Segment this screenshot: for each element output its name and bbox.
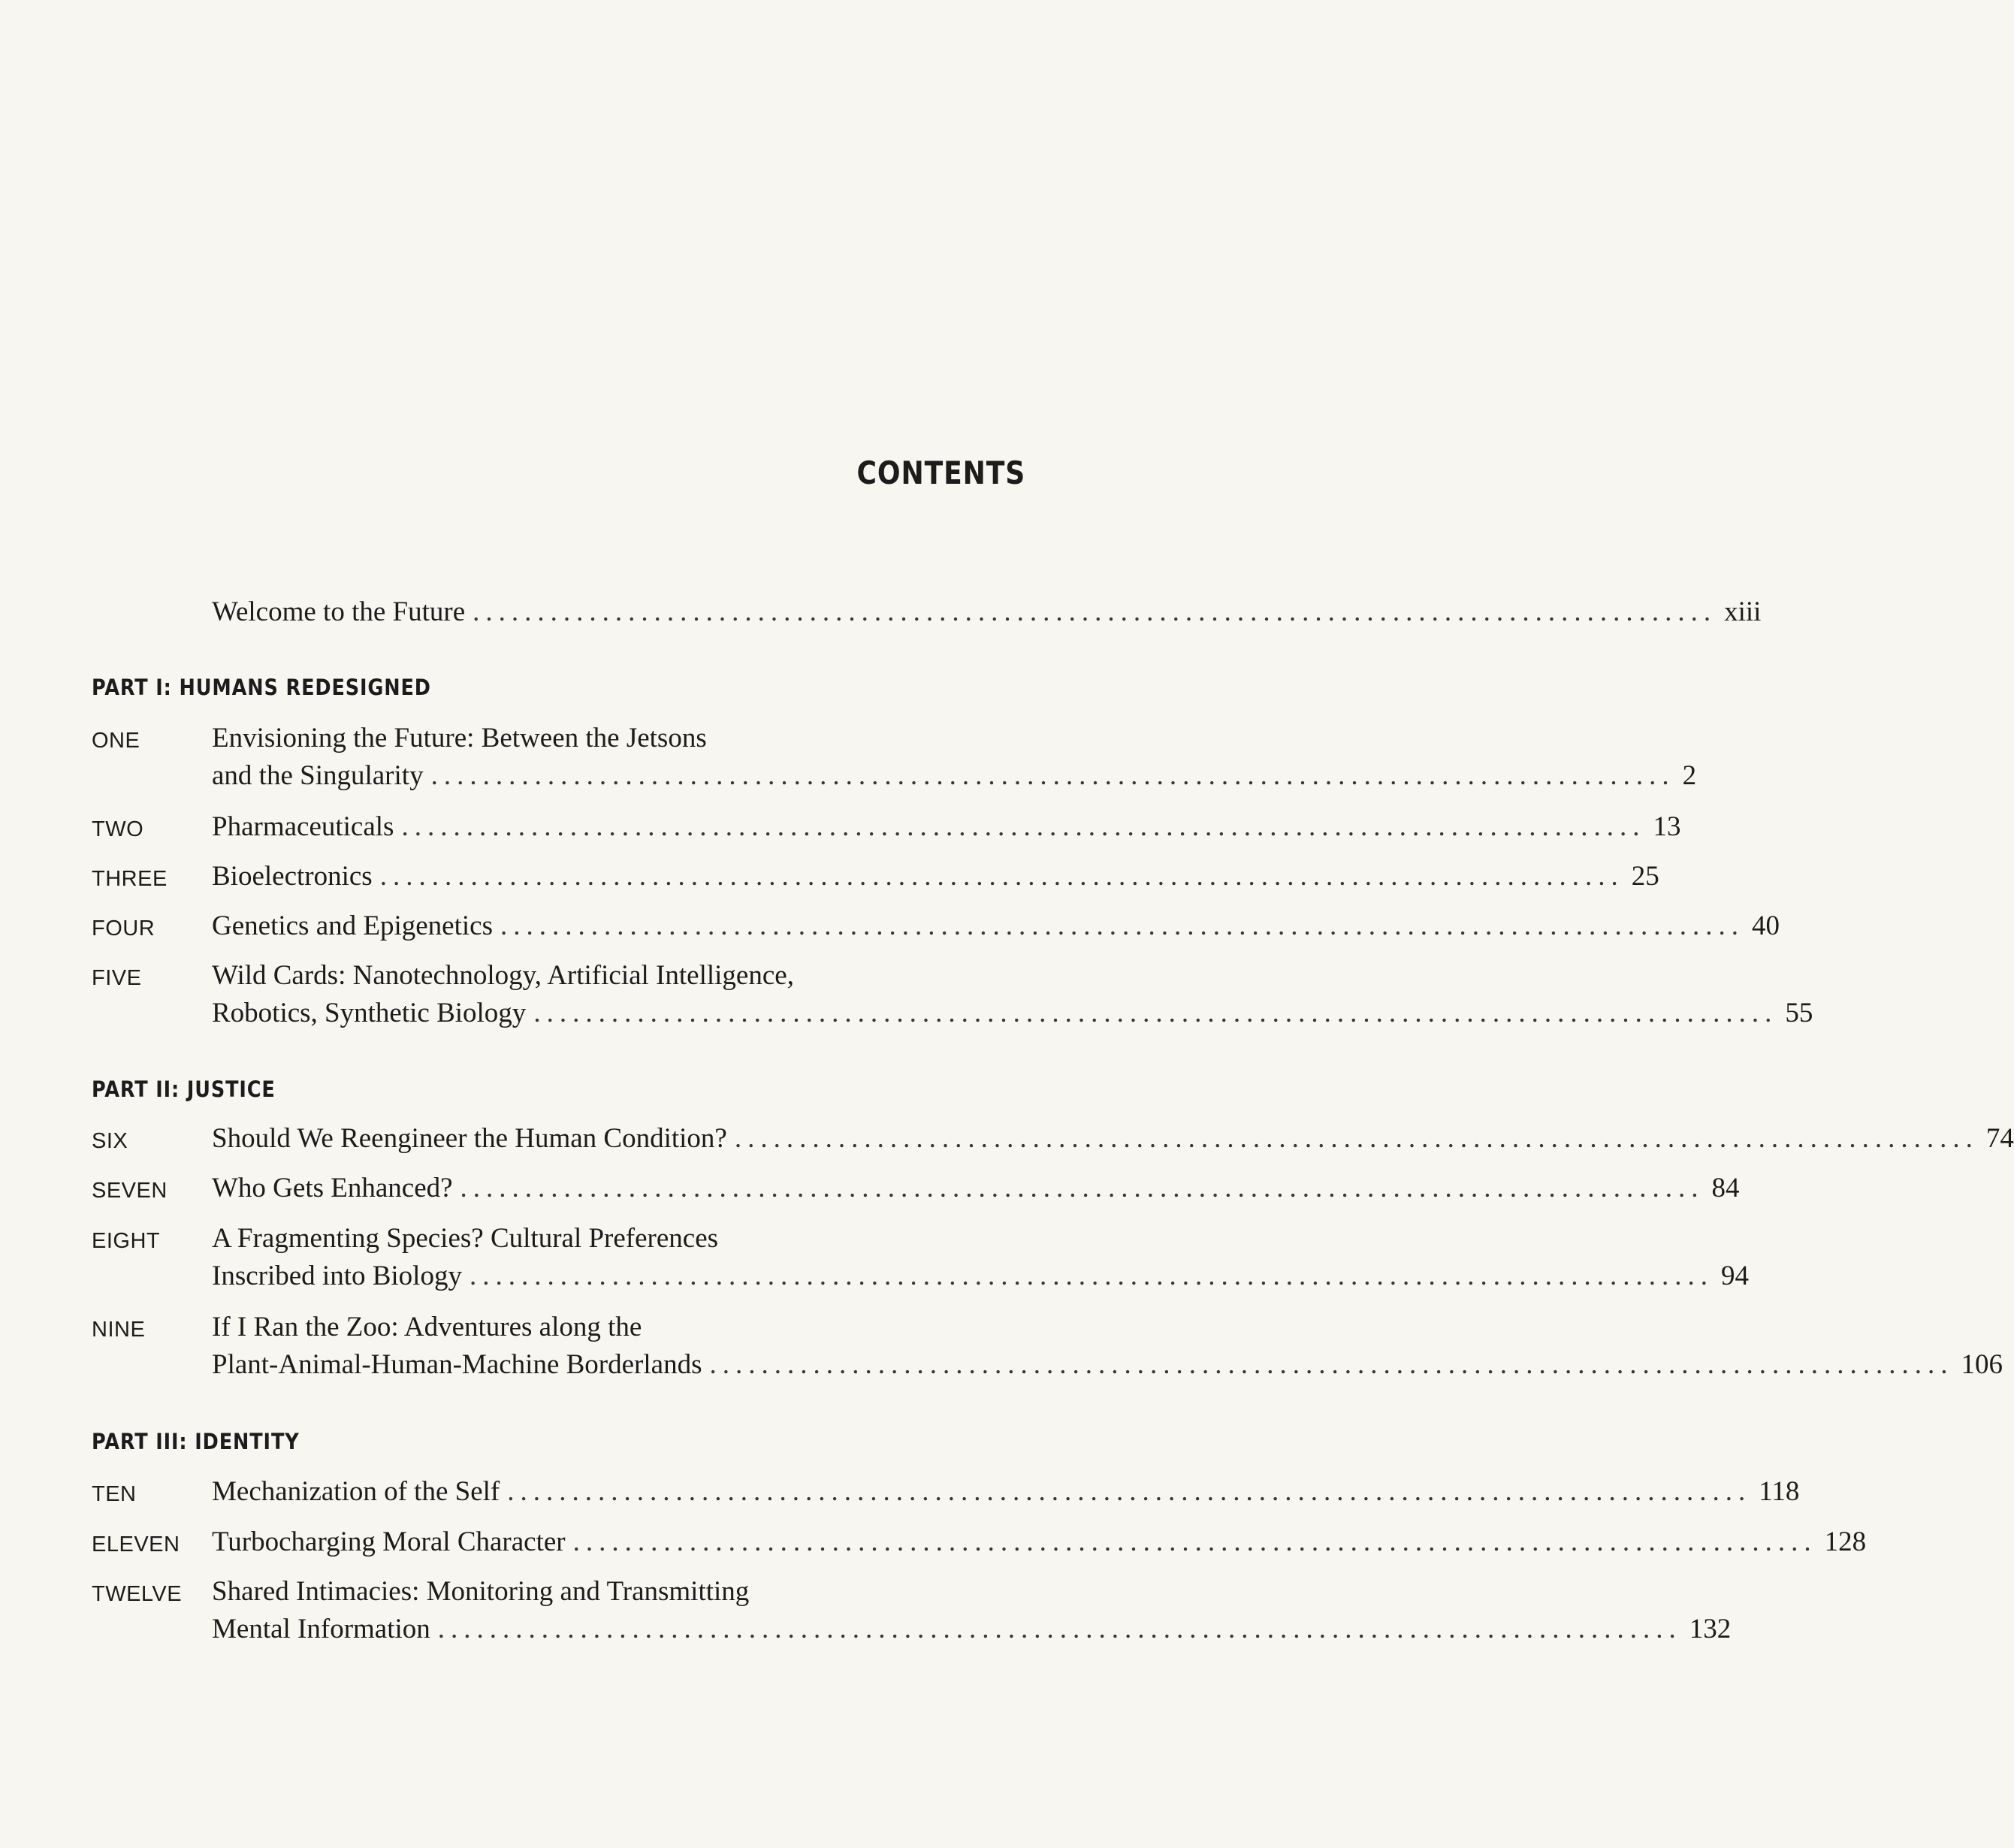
dot-leader: ................................................................................................ xyxy=(709,1349,1954,1380)
part-heading-3: PART III: IDENTITY xyxy=(92,1429,300,1454)
dot-leader: ................................................................................................ xyxy=(401,811,1646,842)
entry-title-line: Envisioning the Future: Between the Jetsons xyxy=(212,723,707,753)
part-heading-2: PART II: JUSTICE xyxy=(92,1076,276,1102)
chapter-number: TWO xyxy=(92,817,144,841)
toc-entry-chapter-6[interactable] xyxy=(212,1120,2014,1158)
part-heading-1: PART I: HUMANS REDESIGNED xyxy=(92,675,431,700)
toc-entry-chapter-2[interactable] xyxy=(212,808,1681,846)
dot-leader: ................................................................................................ xyxy=(379,861,1624,892)
entry-title: Inscribed into Biology xyxy=(212,1261,462,1291)
dot-leader: ................................................................................................ xyxy=(460,1173,1705,1203)
entry-title-line: A Fragmenting Species? Cultural Preferences xyxy=(212,1223,719,1254)
chapter-number: SIX xyxy=(92,1129,128,1153)
chapter-number: SEVEN xyxy=(92,1179,168,1203)
dot-leader: ................................................................................................ xyxy=(507,1476,1752,1507)
entry-title: and the Singularity xyxy=(212,760,424,791)
entry-title: Should We Reengineer the Human Condition? xyxy=(212,1123,727,1154)
toc-entry-chapter-11[interactable] xyxy=(212,1523,1867,1561)
page-number: 94 xyxy=(1720,1261,1749,1291)
entry-title-line: Wild Cards: Nanotechnology, Artificial Intelligence, xyxy=(212,960,794,991)
entry-title-line: If I Ran the Zoo: Adventures along the xyxy=(212,1312,642,1342)
page-number: 106 xyxy=(1961,1349,2003,1380)
dot-leader: ................................................................................................ xyxy=(430,760,1675,791)
chapter-number: ELEVEN xyxy=(92,1532,180,1557)
chapter-number: FOUR xyxy=(92,916,156,941)
toc-entry-intro[interactable] xyxy=(212,593,1762,631)
page-number: 128 xyxy=(1824,1526,1867,1557)
chapter-number: ONE xyxy=(92,729,140,753)
dot-leader: ................................................................................................ xyxy=(469,1261,1714,1291)
entry-title: Welcome to the Future xyxy=(212,596,466,627)
page-number: 25 xyxy=(1631,861,1659,892)
entry-title: Genetics and Epigenetics xyxy=(212,910,493,941)
toc-entry-chapter-5[interactable] xyxy=(212,957,1813,1032)
toc-entry-chapter-4[interactable] xyxy=(212,907,1780,945)
entry-title-line: Shared Intimacies: Monitoring and Transmitting xyxy=(212,1576,750,1607)
entry-title: Robotics, Synthetic Biology xyxy=(212,998,527,1028)
page-number: 2 xyxy=(1682,760,1697,791)
chapter-number: EIGHT xyxy=(92,1229,161,1253)
chapter-number: TWELVE xyxy=(92,1582,183,1606)
entry-title: Plant-Animal-Human-Machine Borderlands xyxy=(212,1349,702,1380)
page-title: CONTENTS xyxy=(856,454,1025,491)
dot-leader: ................................................................................................ xyxy=(572,1526,1817,1557)
entry-title: Pharmaceuticals xyxy=(212,811,394,842)
dot-leader: ................................................................................................ xyxy=(500,910,1744,941)
toc-entry-chapter-3[interactable] xyxy=(212,858,1659,895)
page-number: 84 xyxy=(1711,1173,1740,1203)
chapter-number: FIVE xyxy=(92,966,142,990)
toc-entry-chapter-8[interactable] xyxy=(212,1220,1749,1295)
dot-leader: ................................................................................................ xyxy=(437,1614,1682,1644)
page-number: 132 xyxy=(1689,1614,1732,1644)
chapter-number: TEN xyxy=(92,1482,137,1506)
page-number: xiii xyxy=(1724,596,1762,627)
toc-entry-chapter-10[interactable] xyxy=(212,1473,1800,1511)
page-number: 55 xyxy=(1785,998,1813,1028)
entry-title: Mechanization of the Self xyxy=(212,1476,500,1507)
toc-entry-chapter-9[interactable] xyxy=(212,1309,2003,1384)
dot-leader: ................................................................................................ xyxy=(473,596,1717,627)
toc-entry-chapter-7[interactable] xyxy=(212,1170,1740,1207)
toc-entry-chapter-1[interactable] xyxy=(212,720,1697,795)
page-number: 74 xyxy=(1985,1123,2014,1154)
dot-leader: ................................................................................................ xyxy=(734,1123,1979,1154)
entry-title: Turbocharging Moral Character xyxy=(212,1526,566,1557)
entry-title: Bioelectronics xyxy=(212,861,373,892)
chapter-number: NINE xyxy=(92,1318,146,1342)
page-number: 40 xyxy=(1751,910,1780,941)
entry-title: Who Gets Enhanced? xyxy=(212,1173,453,1203)
chapter-number: THREE xyxy=(92,867,168,891)
dot-leader: ................................................................................................ xyxy=(533,998,1778,1028)
page-number: 118 xyxy=(1759,1476,1800,1507)
page-number: 13 xyxy=(1653,811,1681,842)
toc-entry-chapter-12[interactable] xyxy=(212,1573,1732,1648)
entry-title: Mental Information xyxy=(212,1614,430,1644)
